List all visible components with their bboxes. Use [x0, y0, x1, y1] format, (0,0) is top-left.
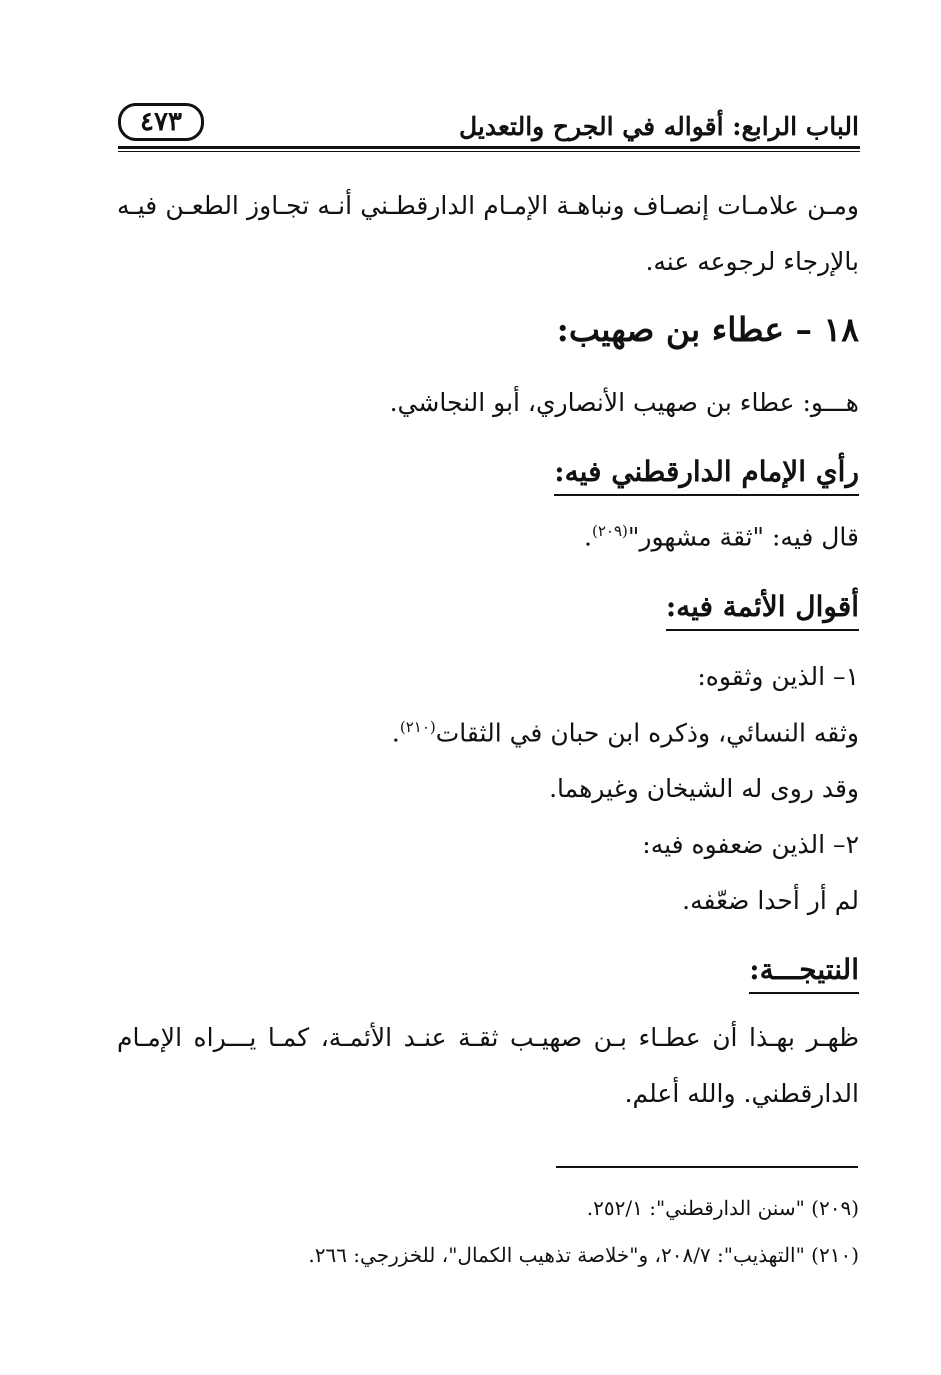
entry-heading: ١٨ – عطاء بن صهيب:	[556, 310, 859, 349]
footnote-209: (٢٠٩) "سنن الدارقطني": ٢٥٢/١.	[586, 1196, 859, 1220]
chapter-title: الباب الرابع: أقواله في الجرح والتعديل	[458, 112, 859, 141]
footnote-ref-209: (٢٠٩)	[592, 522, 628, 540]
intro-paragraph: ومـن علامـات إنصـاف ونباهـة الإمـام الدارقطـني أنـه تجـاوز الطعـن فيـه بالإرجاء لرجوعه عنه.	[117, 191, 859, 276]
imams-sayings-heading: أقوال الأئمة فيه:	[666, 590, 859, 631]
result-paragraph: ظهـر بهـذا أن عطـاء بـن صهيـب ثقـة عنـد الأئمـة، كمـا يـــراه الإمـام الدارقطني. والله أعلم.	[117, 1023, 859, 1108]
footnote-separator	[556, 1166, 858, 1168]
trust-text: وثقه النسائي، وذكره ابن حبان في الثقات	[435, 718, 859, 748]
daraqutni-quote	[584, 522, 859, 551]
page-number: ٤٧٣	[118, 103, 204, 141]
trusted-section-title: ١– الذين وثقوه:	[697, 662, 859, 691]
header-rule-thin	[118, 151, 860, 152]
narration-line: وقد روى له الشيخان وغيرهما.	[549, 774, 859, 803]
entry-identity: هـــو: عطاء بن صهيب الأنصاري، أبو النجاشي.	[389, 388, 859, 417]
quote-text: قال فيه: "ثقة مشهور"	[627, 522, 859, 552]
trust-line	[392, 718, 859, 747]
weakened-section-title: ٢– الذين ضعفوه فيه:	[642, 830, 859, 859]
result-heading: النتيجـــة:	[749, 953, 859, 994]
footnote-ref-210: (٢١٠)	[399, 718, 436, 736]
quote-end: .	[584, 522, 592, 552]
header-rule	[118, 146, 860, 149]
daraqutni-opinion-heading: رأي الإمام الدارقطني فيه:	[554, 455, 859, 496]
weakened-line: لم أر أحدا ضعّفه.	[682, 886, 859, 915]
trust-end: .	[391, 718, 400, 748]
footnote-210: (٢١٠) "التهذيب": ٢٠٨/٧، و"خلاصة تذهيب الكمال"، للخزرجي: ٢٦٦.	[308, 1243, 859, 1267]
